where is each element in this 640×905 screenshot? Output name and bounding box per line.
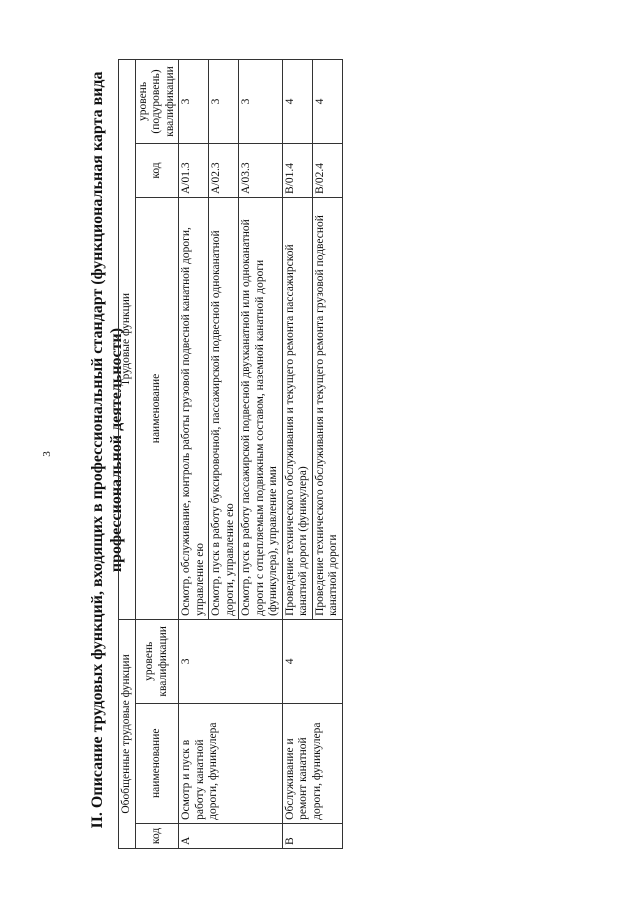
- function-name: Осмотр, пуск в работу пассажирской подвесной двухканатной или одноканатной дороги с отцепляемым подвижным составом, наземной канатной дороги (фуникулера), управление ими: [239, 198, 283, 620]
- group-level: 4: [282, 619, 342, 703]
- function-name: Осмотр, обслуживание, контроль работы грузовой подвесной канатной дороги, управление ею: [179, 198, 209, 620]
- function-level: 3: [239, 60, 283, 144]
- function-level: 3: [209, 60, 239, 144]
- group-code: A: [179, 823, 283, 848]
- function-code: A/02.3: [209, 143, 239, 197]
- header-row-2: [135, 60, 179, 849]
- group-name: Осмотр и пуск в работу канатной дороги, фуникулера: [179, 703, 283, 823]
- header-function-name: наименование: [135, 198, 179, 620]
- function-level: 4: [282, 60, 312, 144]
- title-line-2: профессиональной деятельности): [108, 327, 125, 573]
- header-function-code: код: [135, 143, 179, 197]
- table-row: [282, 60, 312, 849]
- title-line-1: II. Описание трудовых функций, входящих в профессиональный стандарт (функциональная карта вида: [89, 71, 106, 829]
- group-level: 3: [179, 619, 283, 703]
- functional-map-table: [118, 59, 343, 849]
- function-code: B/01.4: [282, 143, 312, 197]
- function-level: 4: [312, 60, 342, 144]
- function-code: B/02.4: [312, 143, 342, 197]
- header-row-1: [119, 60, 136, 849]
- header-name: наименование: [135, 703, 179, 823]
- header-labor-functions: Трудовые функции: [119, 60, 136, 620]
- table-row: [179, 60, 209, 849]
- function-name: Осмотр, пуск в работу буксировочной, пассажирской подвесной одноканатной дороги, управление ею: [209, 198, 239, 620]
- header-function-level: уровень (подуровень) квалификации: [135, 60, 179, 144]
- function-name: Проведение технического обслуживания и текущего ремонта грузовой подвесной канатной дороги: [312, 198, 342, 620]
- header-generalized: Обобщенные трудовые функции: [119, 619, 136, 848]
- page-number: 3: [40, 451, 53, 457]
- header-code: код: [135, 823, 179, 848]
- function-name: Проведение технического обслуживания и текущего ремонта пассажирской канатной дороги (фуникулера): [282, 198, 312, 620]
- group-name: Обслуживание и ремонт канатной дороги, фуникулера: [282, 703, 342, 823]
- function-code: A/01.3: [179, 143, 209, 197]
- function-level: 3: [179, 60, 209, 144]
- group-code: B: [282, 823, 342, 848]
- function-code: A/03.3: [239, 143, 283, 197]
- header-level: уровень квалификации: [135, 619, 179, 703]
